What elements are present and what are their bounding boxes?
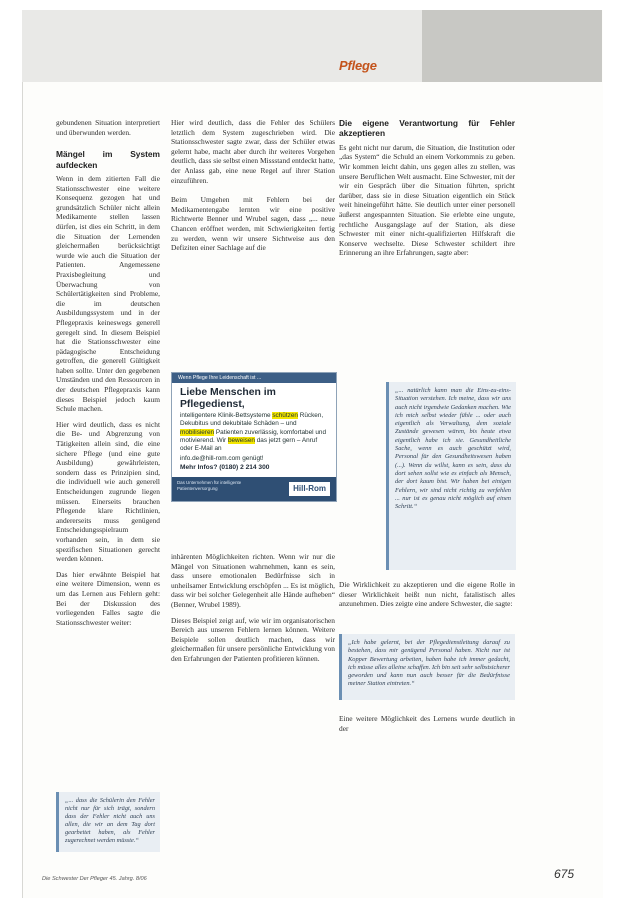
column-3-bottom xyxy=(339,714,515,733)
page-number: 675 xyxy=(554,867,575,881)
column-2-bottom xyxy=(171,552,335,664)
col3-quote-box-1: „... natürlich kann man die Eins-zu-eins-Situation verstehen. Ich meine, dass wir uns auch nicht irgendwie Gedanken machen. Wie ich mich selbst wieder fühle ... oder auch eigentlich als Verwaltung, dem soziale Zustände gewesen wären, bis heute etwa eigentlich habe ich sie. Gesundheitliche Sache, wenn es auch geschützt wird, Personal für den Gesundheitswesen haben (...). Wenn du willst, kann es sein, dass du dort sehen sollst wie es einfach als Mensch, der dort kaum bist. Wir haben bei einigen Fehlern, wir sind nicht richtig zu verfehlen ... nur ist es genau nicht möglich auf einen Schritt.“ xyxy=(386,382,516,570)
col1-quote-box: „... dass die Schülerin den Fehler nicht nur für sich trägt, sondern dass der Fehler nicht auch uns allen, die wir an dem Tag dort gearbeitet haben, als Fehler zugerechnet werden müsste.“ xyxy=(56,792,160,852)
ad-email: info.de@hill-rom.com genügt! xyxy=(180,455,264,463)
journal-footer: Die Schwester Der Pfleger 45. Jahrg. 8/06 xyxy=(42,876,147,882)
column-3-middle xyxy=(339,580,515,609)
col3-paragraph-2: Die Wirklichkeit zu akzeptieren und die eigene Rolle in dieser Wirklichkeit heißt nun nicht, fatalistisch alles anzunehmen. Dies zeigte eine andere Schwester, die sagte: xyxy=(339,580,515,609)
ad-headline: Liebe Menschen im Pflegedienst, xyxy=(180,387,276,410)
col1-paragraph-0: gebundenen Situation interpretiert und überwunden werden. xyxy=(56,118,160,137)
ad-footer-band xyxy=(172,477,336,501)
col2-paragraph-4: Dieses Beispiel zeigt auf, wie wir im organisatorischen Bereich aus unseren Fehlern lernen können. Weitere Beispiele sollen deutlich machen, dass wir gleichermaßen für unsere persönliche Entwicklung von den Erfahrungen der Patienten profitieren können. xyxy=(171,615,335,663)
col1-heading: Mängel im System aufdecken xyxy=(56,149,160,170)
col3-heading: Die eigene Verantwortung für Fehler akzeptieren xyxy=(339,118,515,139)
col1-paragraph-1: Wenn in dem zitierten Fall die Stationsschwester eine weitere Konsequenz gezogen hat und grundsätzlich Schüler nicht allein Medikamente stellen lassen dürfen, ist dies ein Schritt, in dem die Situation der Lernenden gleichermaßen berücksichtigt wurde wie auch die Situation der Patienten. Angemessene Praxisbegleitung und Überwachung von Schülertätigkeiten sind Probleme, die im deutschen Ausbildungssystem und in der Pflegepraxis keineswegs generell geregelt sind. In diesem Beispiel hat die Stationsschwester eine pädagogische Entscheidung getroffen, die generell Gültigkeit haben sollte. Unter den gegebenen Umständen und den Ressourcen in der deutschen Pflegepraxis kann dieses Beispiel jedoch kaum Schule machen. xyxy=(56,174,160,414)
column-3-top xyxy=(339,118,515,258)
col3-paragraph-3: Eine weitere Möglichkeit des Lernens wurde deutlich in der xyxy=(339,714,515,733)
ad-highlight-3: beweisen xyxy=(227,436,255,444)
col3-paragraph-1: Es geht nicht nur darum, die Situation, die Institution oder „das System“ die Schuld an einem Vorkommnis zu geben. Wir kommen leicht dahin, uns gegen alles zu stellen, was unsere Beruflichen Welt ausmacht. Eine Schwester, mit der wir ein Gespräch über die Situation führten, spricht darüber, dass sie in diese Situation eigentlich ein Stück weit hineingeführt hätte. Sie deutlich unter einer personell äußerst angespannten Situation. Sie erlebte eine ungute, rechtliche Ausgangslage auf der Station, als diese Schwester mit einer nicht-qualifizierten Hilfskraft die Konserve wechselte. Diese Schwester schildert ihre Erinnerung an ihre Erfahrungen, sagte aber: xyxy=(339,142,515,258)
ad-body-part-3: Patienten zuverlässig, komfortabel und motivierend. Wir xyxy=(180,428,327,444)
header-photo-fade xyxy=(422,10,602,82)
ad-body-text xyxy=(180,412,330,453)
col2-paragraph-3: inhärenten Möglichkeiten richten. Wenn wir nur die Mängel von Situationen wahrnehmen, kann es sein, dass unsere emotionalen Bedürfnisse sich in unheilsamer Entwicklung erschöpfen ... Es ist möglich, dass wir bei solcher Gelegenheit alle Hände aufheben“ (Benner, Wrubel 1989). xyxy=(171,552,335,609)
ad-phone: Mehr Infos? (0180) 2 214 300 xyxy=(180,464,270,472)
column-1 xyxy=(56,118,160,627)
column-2-top xyxy=(171,118,335,253)
hill-rom-logo: Hill-Rom xyxy=(289,482,330,496)
ad-footer-text: Das Unternehmen für intelligente Patientenversorgung xyxy=(177,480,242,491)
col1-paragraph-2: Hier wird deutlich, dass es nicht die Be- und Abgrenzung von Tätigkeiten allein sind, die eine sichere Pflege (und eine gute Ausbildung) gewährleisten, sondern dass es Prinzipien sind, die individuell wie auch generell Entscheidungen zugrunde liegen müssen. Einerseits brauchen Pflegende klare Richtlinien, andererseits muss genügend Entscheidungsspielraum vorhanden sein, in dem sie spezifischen Situationen gerecht werden können. xyxy=(56,419,160,564)
ad-body-part-1: intelligentere Klinik-Bettsysteme xyxy=(180,412,273,420)
header-band xyxy=(22,10,602,82)
ad-highlight-2: mobilisieren xyxy=(180,428,215,436)
col3-quote-box-2: „Ich habe gelernt, bei der Pflegedienstleitung darauf zu bestehen, dass mir genügend Personal haben. Nicht nur ist Kopper Bewertung arbeiten, haben habe ich immer gedacht, ich müsse alles alleine schaffen. Ich bin seit sehr selbstsicherer geworden und kann nun auch besser für die Bedürfnisse meiner Station eintreten.“ xyxy=(339,634,515,700)
ad-body-part-2: Rücken, Dekubitus und dekubitale Schäden – und xyxy=(180,412,324,428)
col1-paragraph-3: Das hier erwähnte Beispiel hat eine weitere Dimension, wenn es um das Lernen aus Fehlern geht: Bei der Diskussion des vorliegenden Falles sagte die Stationsschwester weiter: xyxy=(56,569,160,627)
col2-paragraph-2: Beim Umgehen mit Fehlern bei der Medikamentengabe lernten wir eine positive Richtwerte Benner und Wrubel sagen, dass „... neue Chancen eröffnet werden, mit Schwierigkeiten fertig zu werden, wenn wir unsere Sichtweise aus den Defiziten einer Sachlage auf die xyxy=(171,195,335,253)
advertisement-box xyxy=(171,372,337,502)
ad-body-part-4: das jetzt gern – Anruf oder E-Mail an xyxy=(180,436,318,452)
ad-topline: Wenn Pflege Ihre Leidenschaft ist ... xyxy=(172,373,336,383)
section-category: Pflege xyxy=(339,58,377,73)
col2-paragraph-1: Hier wird deutlich, dass die Fehler des Schülers letztlich dem System zugeschrieben wird. Die Stationsschwester sagte zwar, dass der Schüler etwas gelernt habe, macht aber durch ihr weiteres Vorgehen deutlich, dass sie selbst einen Missstand entdeckt hatte, der Anlass gab, eine neue Regel auf ihrer Station einzuführen. xyxy=(171,118,335,185)
ad-highlight-1: schützen xyxy=(272,412,298,420)
